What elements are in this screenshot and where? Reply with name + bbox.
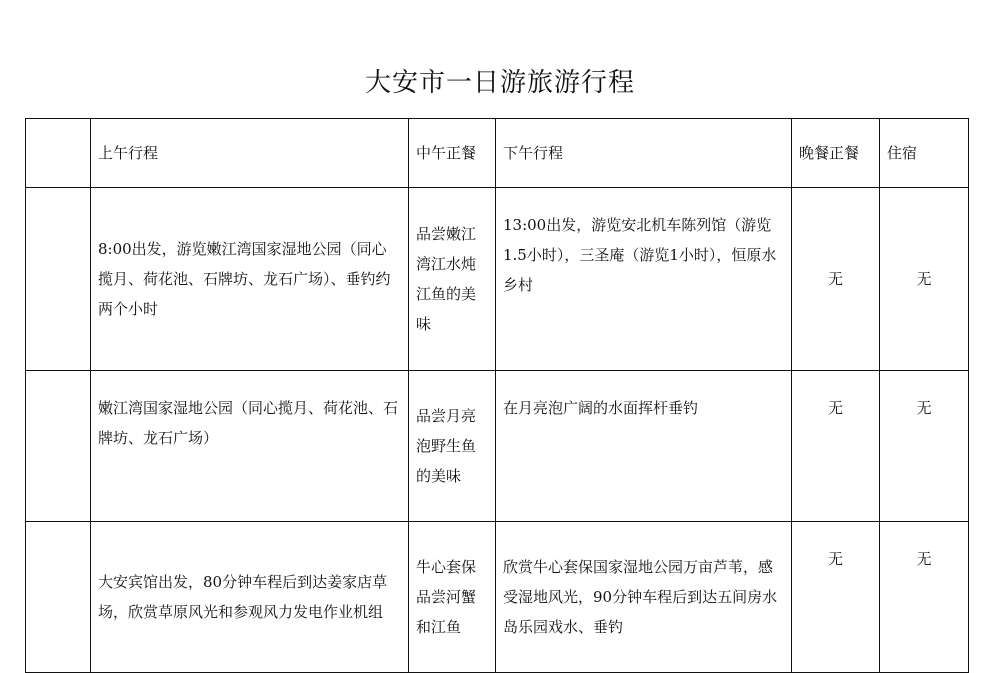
- afternoon-cell: 13:00出发，游览安北机车陈列馆（游览1.5小时），三圣庵（游览1小时），恒原水乡村: [496, 188, 792, 371]
- morning-cell: 8:00出发，游览嫩江湾国家湿地公园（同心揽月、荷花池、石牌坊、龙石广场）、垂钓约两个小时: [91, 188, 409, 371]
- header-afternoon: 下午行程: [496, 119, 792, 188]
- table-header-row: [26, 119, 969, 188]
- lunch-cell: 牛心套保品尝河蟹和江鱼: [409, 522, 496, 673]
- morning-cell: 嫩江湾国家湿地公园（同心揽月、荷花池、石牌坊、龙石广场）: [91, 371, 409, 522]
- afternoon-cell: 在月亮泡广阔的水面挥杆垂钓: [496, 371, 792, 522]
- row-label-cell: [26, 371, 91, 522]
- header-morning: 上午行程: [91, 119, 409, 188]
- header-lunch: 中午正餐: [409, 119, 496, 188]
- afternoon-cell: 欣赏牛心套保国家湿地公园万亩芦苇，感受湿地风光，90分钟车程后到达五间房水岛乐园戏水、垂钓: [496, 522, 792, 673]
- header-blank: [26, 119, 91, 188]
- row-label-cell: [26, 188, 91, 371]
- header-dinner: 晚餐正餐: [792, 119, 880, 188]
- table-row: [26, 371, 969, 522]
- row-label-cell: [26, 522, 91, 673]
- header-lodging: 住宿: [880, 119, 969, 188]
- page-title: 大安市一日游旅游行程: [364, 68, 635, 98]
- table-row: [26, 522, 969, 673]
- dinner-cell: 无: [792, 371, 880, 522]
- dinner-cell: 无: [792, 522, 880, 673]
- lodging-cell: 无: [880, 522, 969, 673]
- table-row: [26, 188, 969, 371]
- lunch-cell: 品尝嫩江湾江水炖江鱼的美味: [409, 188, 496, 371]
- morning-cell: 大安宾馆出发，80分钟车程后到达姜家店草场，欣赏草原风光和参观风力发电作业机组: [91, 522, 409, 673]
- lodging-cell: 无: [880, 188, 969, 371]
- lunch-cell: 品尝月亮泡野生鱼的美味: [409, 371, 496, 522]
- dinner-cell: 无: [792, 188, 880, 371]
- lodging-cell: 无: [880, 371, 969, 522]
- itinerary-table: [25, 118, 969, 673]
